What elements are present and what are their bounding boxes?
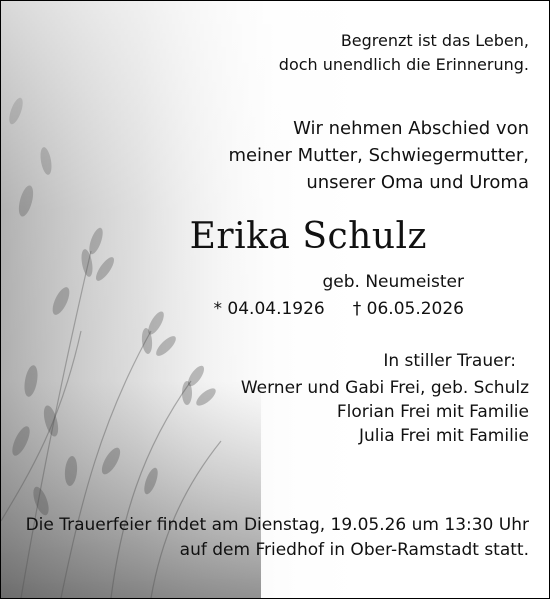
service-line: Die Trauerfeier findet am Dienstag, 19.05.26 um 13:30 Uhr [25, 515, 529, 535]
intro-line: meiner Mutter, Schwiegermutter, [228, 145, 529, 166]
mourner-name: Julia Frei mit Familie [359, 426, 529, 446]
birth-date: * 04.04.1926 [213, 299, 325, 319]
memorial-quote [279, 29, 529, 77]
mourners-list [241, 376, 529, 448]
life-dates [214, 297, 465, 321]
mourner-name: Florian Frei mit Familie [336, 402, 529, 422]
mourner-name: Werner und Gabi Frei, geb. Schulz [240, 378, 529, 398]
mourners-heading: In stiller Trauer: [383, 351, 516, 371]
birth-name: geb. Neumeister [322, 272, 464, 292]
farewell-intro [228, 115, 529, 196]
service-line: auf dem Friedhof in Ober-Ramstadt statt. [179, 540, 529, 560]
deceased-name: Erika Schulz [189, 216, 427, 257]
intro-line: Wir nehmen Abschied von [293, 118, 529, 139]
quote-line: Begrenzt ist das Leben, [340, 31, 529, 50]
funeral-service-info [26, 513, 529, 563]
quote-line: doch unendlich die Erinnerung. [278, 55, 529, 74]
death-date: † 06.05.2026 [352, 299, 464, 319]
intro-line: unserer Oma und Uroma [306, 172, 529, 193]
